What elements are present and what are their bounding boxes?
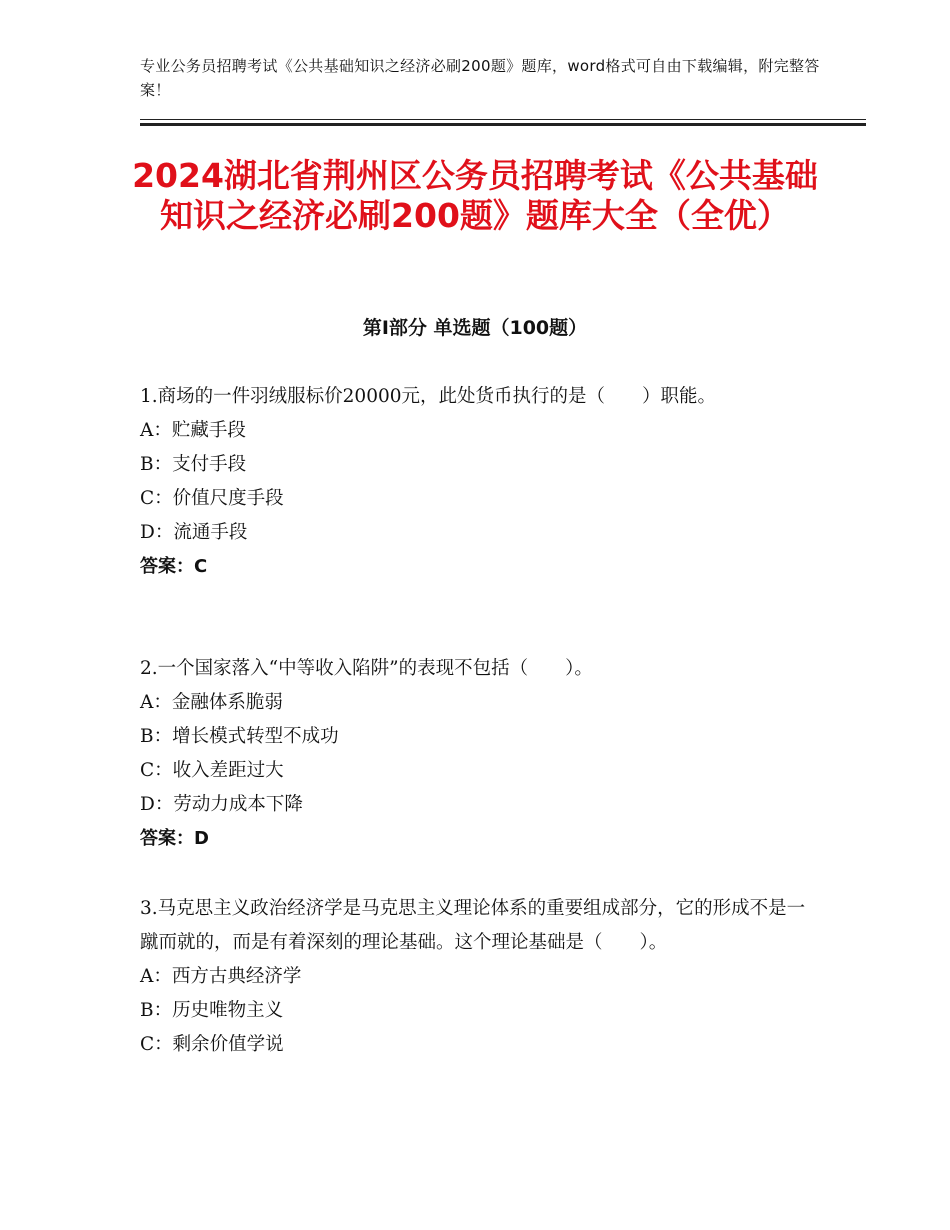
question-stem: 1.商场的一件羽绒服标价20000元，此处货币执行的是（ ）职能。 (140, 386, 717, 407)
header-divider-thin (140, 119, 866, 120)
option-b: B：支付手段 (140, 454, 247, 475)
option-b: B：历史唯物主义 (140, 1000, 284, 1021)
question-3 (140, 892, 810, 1062)
option-d: D：流通手段 (140, 522, 248, 543)
answer: 答案：D (140, 828, 209, 849)
option-a: A：贮藏手段 (140, 420, 246, 441)
header-divider-thick (140, 123, 866, 126)
question-1 (140, 380, 810, 584)
question-2 (140, 652, 810, 856)
option-a: A：西方古典经济学 (140, 966, 302, 987)
option-b: B：增长模式转型不成功 (140, 726, 339, 747)
document-title: 2024湖北省荆州区公务员招聘考试《公共基础知识之经济必刷200题》题库大全（全优） (132, 156, 818, 235)
option-c: C：剩余价值学说 (140, 1034, 284, 1055)
option-a: A：金融体系脆弱 (140, 692, 283, 713)
question-stem: 3.马克思主义政治经济学是马克思主义理论体系的重要组成部分，它的形成不是一蹴而就的，而是有着深刻的理论基础。这个理论基础是（ ）。 (140, 898, 806, 953)
option-d: D：劳动力成本下降 (140, 794, 303, 815)
question-stem: 2.一个国家落入“中等收入陷阱”的表现不包括（ ）。 (140, 658, 593, 679)
answer: 答案：C (140, 556, 208, 577)
header-note: 专业公务员招聘考试《公共基础知识之经济必刷200题》题库，word格式可自由下载编辑，附完整答案！ (140, 57, 820, 99)
option-c: C：收入差距过大 (140, 760, 284, 781)
section-heading: 第Ⅰ部分 单选题（100题） (362, 317, 588, 339)
option-c: C：价值尺度手段 (140, 488, 284, 509)
